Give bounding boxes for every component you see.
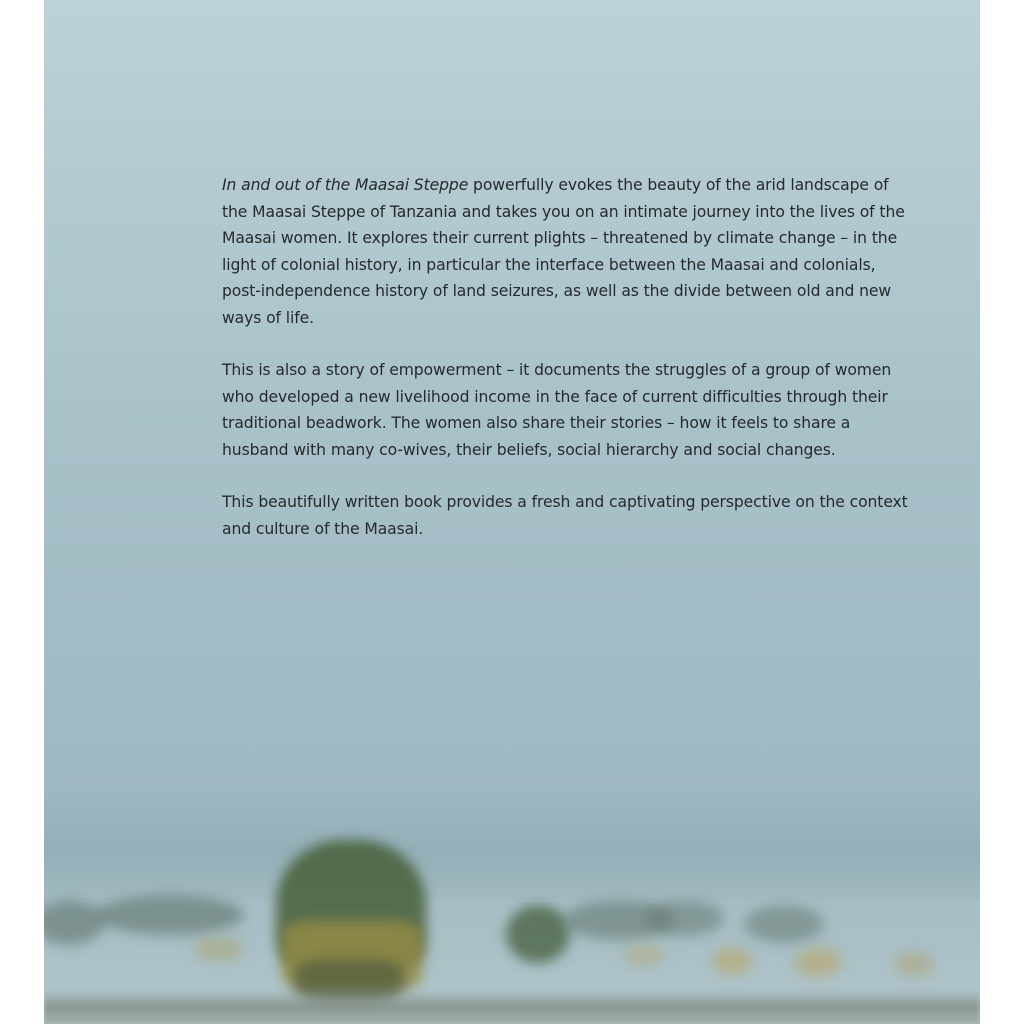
blurb-paragraph-1 — [222, 172, 912, 331]
shrub-far-right — [894, 952, 934, 976]
blurb-paragraph-1-text: powerfully evokes the beauty of the arid landscape of the Maasai Steppe of Tanzania and takes you on an intimate journey into the lives of the Maasai women. It explores their current plights – threatened by climate change – in the light of colonial history, in particular the interface between the Maasai and colonials, post-independence history of land seizures, as well as the divide between old and new ways of life. — [222, 176, 905, 327]
ground-strip — [44, 990, 980, 1024]
book-back-cover — [44, 0, 980, 1024]
book-title-italic: In and out of the Maasai Steppe — [222, 176, 469, 194]
shrub-left — [94, 895, 244, 935]
shrub-right-yellow — [712, 948, 752, 974]
shrub-middle — [506, 905, 570, 963]
shrub-left-yellow — [194, 938, 244, 960]
shrub-middle-3 — [644, 900, 724, 936]
horizon-haze — [44, 780, 980, 900]
shrub-right — [744, 905, 824, 943]
shrub-right-yellow-2 — [794, 948, 842, 976]
shrub-left-2 — [44, 900, 104, 945]
blurb-text — [222, 172, 912, 568]
shrub-middle-yellow — [624, 945, 664, 965]
blurb-paragraph-2: This is also a story of empowerment – it documents the struggles of a group of women who developed a new livelihood income in the face of current difficulties through their traditional beadwork. The women also share their stories – how it feels to share a husband with many co-wives, their beliefs, social hierarchy and social changes. — [222, 361, 892, 459]
blurb-paragraph-3: This beautifully written book provides a fresh and captivating perspective on the context and culture of the Maasai. — [222, 493, 908, 538]
